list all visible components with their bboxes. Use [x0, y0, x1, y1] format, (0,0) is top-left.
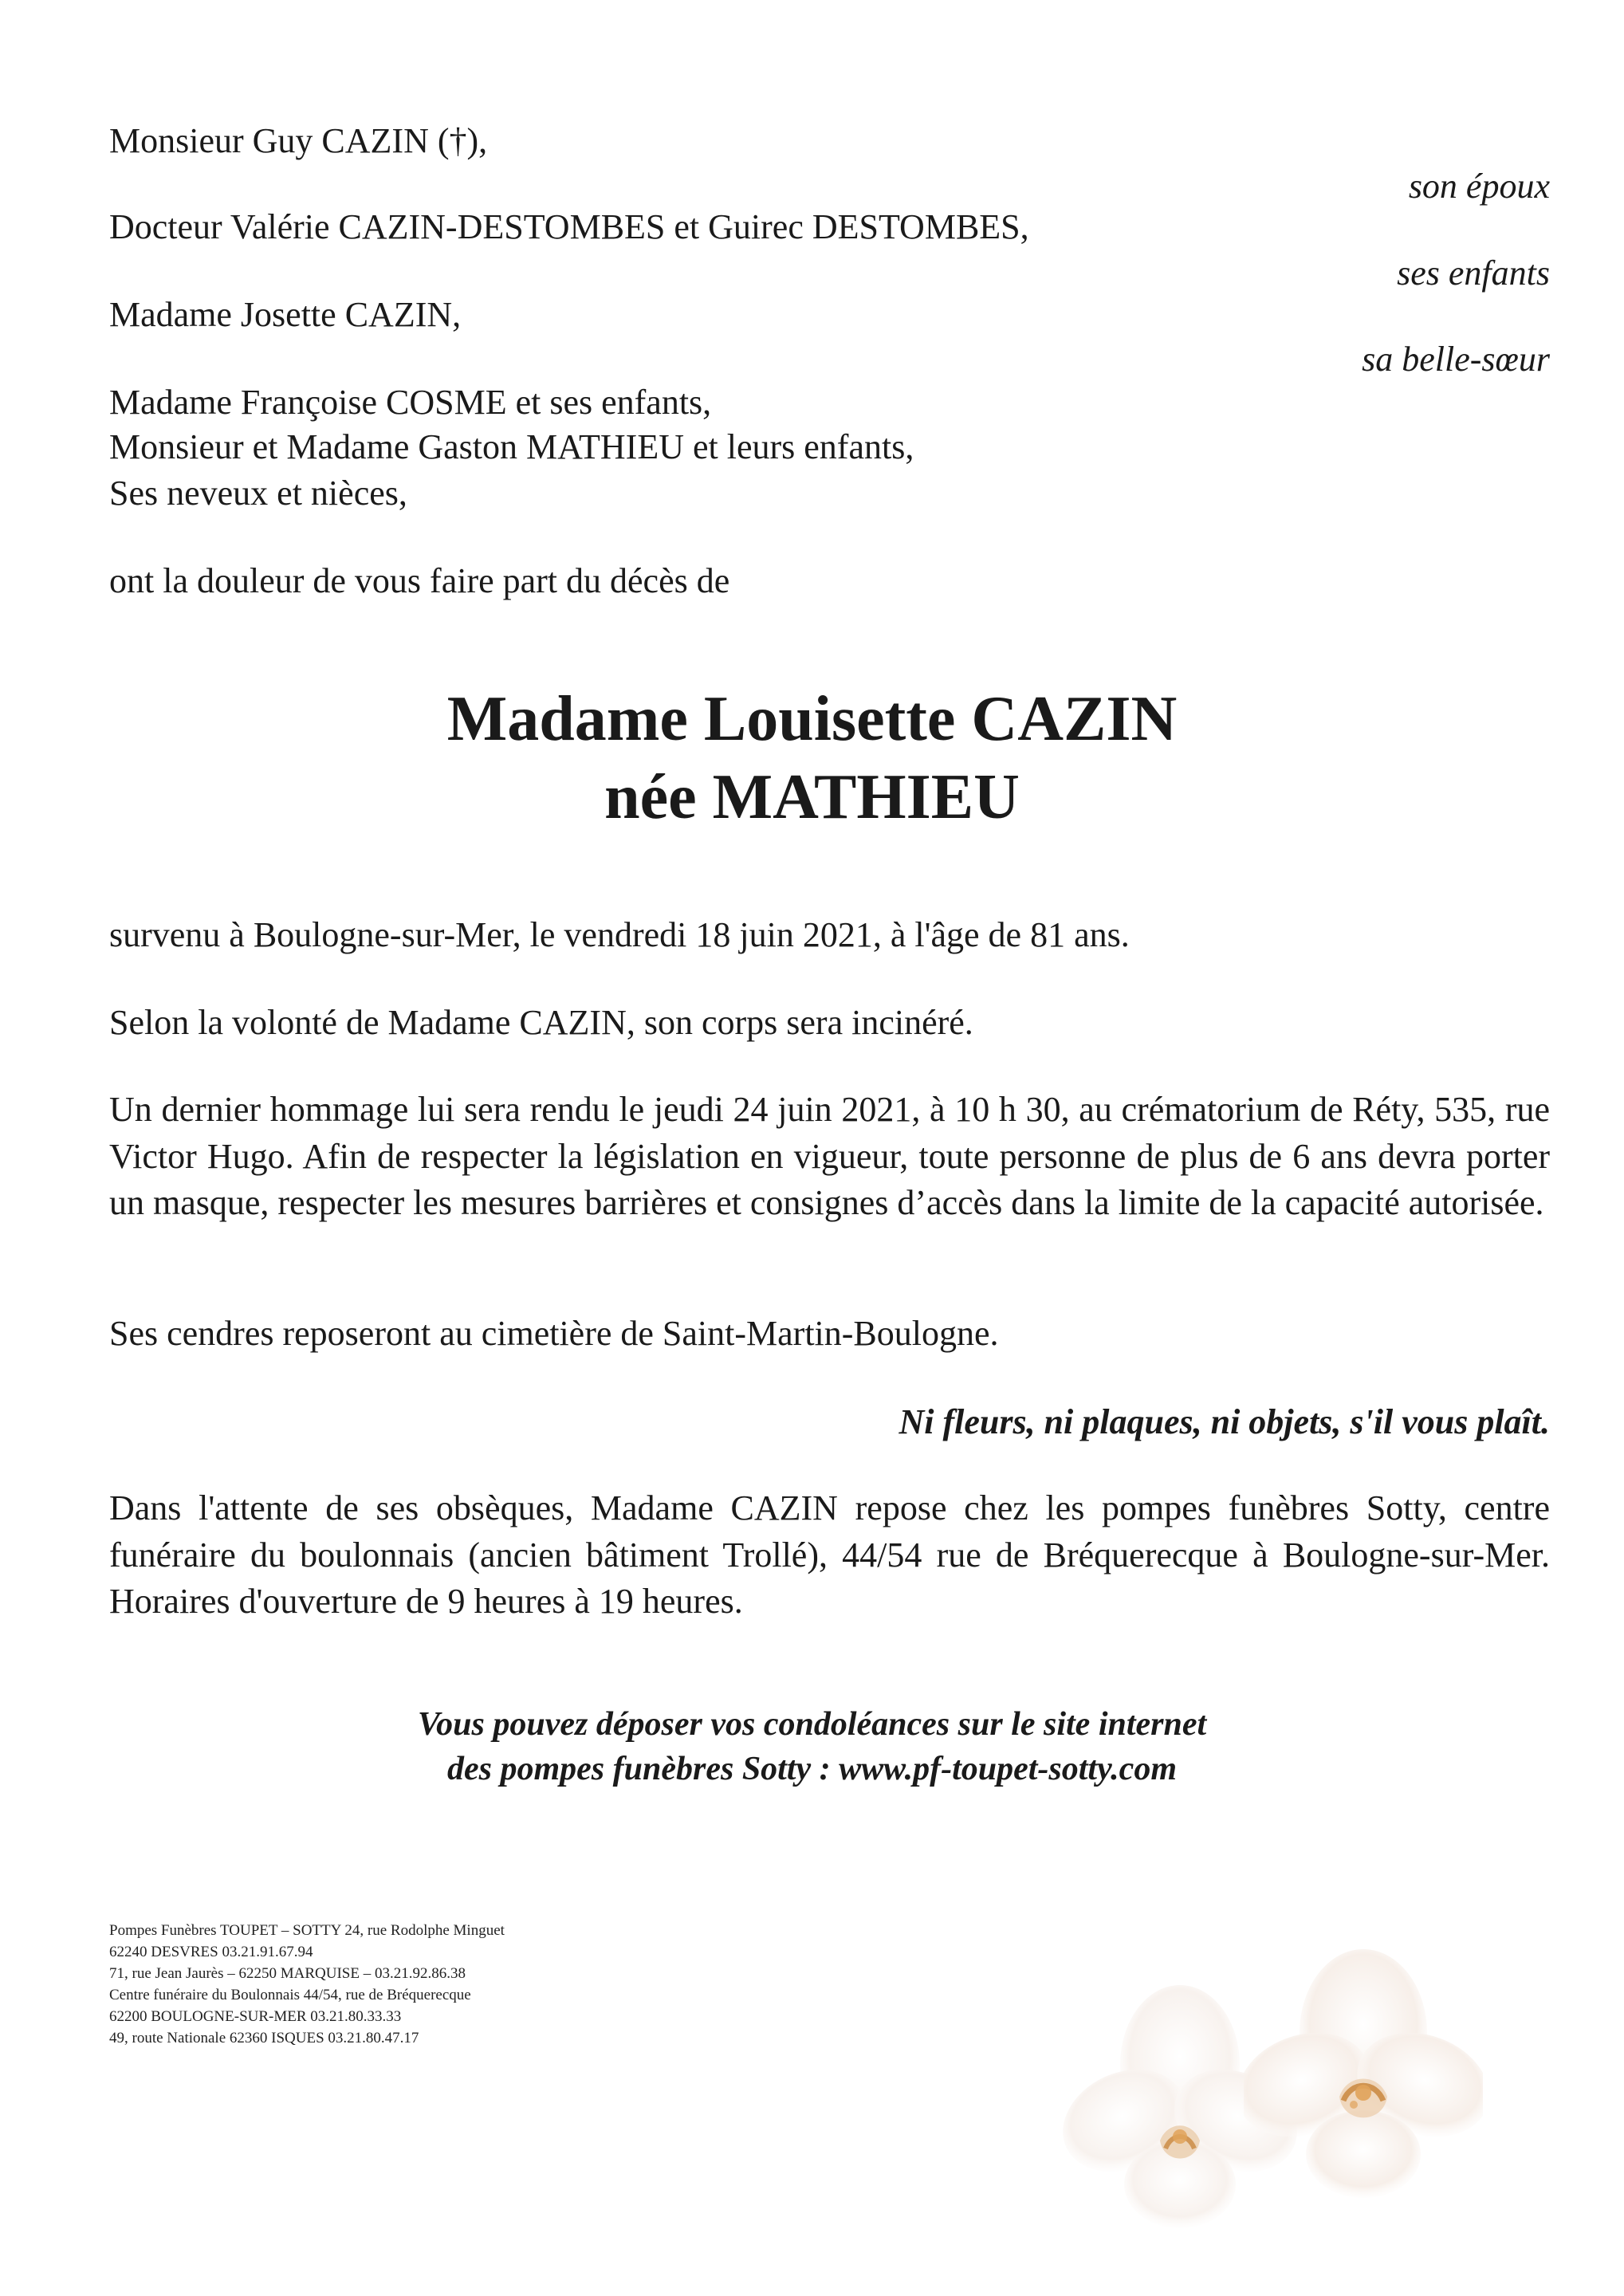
death-details: survenu à Boulogne-sur-Mer, le vendredi 18 juin 2021, à l'âge de 81 ans. [109, 915, 1130, 954]
footer-line: Pompes Funèbres TOUPET – SOTTY 24, rue Rodolphe Minguet [109, 1922, 505, 1939]
footer-line: 71, rue Jean Jaurès – 62250 MARQUISE – 03.21.92.86.38 [109, 1965, 466, 1982]
family-other-1: Madame Françoise COSME et ses enfants, [109, 383, 712, 422]
relation-husband: son époux [1408, 167, 1550, 206]
condolences-line-2: des pompes funèbres Sotty : www.pf-toupet-sotty.com [447, 1751, 1177, 1787]
ashes-location: Ses cendres reposeront au cimetière de Saint-Martin-Boulogne. [109, 1314, 999, 1353]
funeral-home-footer [109, 1920, 505, 2049]
viewing-paragraph: Dans l'attente de ses obsèques, Madame CAZIN repose chez les pompes funèbres Sotty, centre funéraire du boulonnais (ancien bâtiment Trollé), 44/54 rue de Bréquerecque à Boulogne-sur-Mer. Horaires d'ouverture de 9 heures à 19 heures. [109, 1488, 1550, 1621]
family-other-2: Monsieur et Madame Gaston MATHIEU et leurs enfants, [109, 427, 914, 466]
tribute-paragraph: Un dernier hommage lui sera rendu le jeudi 24 juin 2021, à 10 h 30, au crématorium de Réty, 535, rue Victor Hugo. Afin de respecter la législation en vigueur, toute personne de plus de 6 ans devra porter un masque, respecter les mesures barrières et consignes d’accès dans la limite de la capacité autorisée. [109, 1090, 1550, 1222]
footer-line: 49, route Nationale 62360 ISQUES 03.21.80.47.17 [109, 2030, 419, 2046]
condolences-line-1: Vous pouvez déposer vos condoléances sur le site internet [417, 1706, 1207, 1743]
orchid-flower-icon [1244, 1945, 1483, 2208]
footer-line: Centre funéraire du Boulonnais 44/54, rue de Bréquerecque [109, 1987, 471, 2003]
deceased-maiden-name: née MATHIEU [604, 762, 1020, 832]
cremation-wishes: Selon la volonté de Madame CAZIN, son corps sera incinéré. [109, 1003, 973, 1042]
family-husband: Monsieur Guy CAZIN (†), [109, 121, 488, 160]
family-other-3: Ses neveux et nièces, [109, 474, 407, 513]
footer-line: 62240 DESVRES 03.21.91.67.94 [109, 1944, 313, 1960]
relation-sister-in-law: sa belle-sœur [1362, 340, 1550, 379]
family-children: Docteur Valérie CAZIN-DESTOMBES et Guirec DESTOMBES, [109, 207, 1029, 246]
family-sister-in-law: Madame Josette CAZIN, [109, 295, 462, 334]
footer-line: 62200 BOULOGNE-SUR-MER 03.21.80.33.33 [109, 2008, 402, 2025]
relation-children: ses enfants [1397, 254, 1550, 293]
announcement-intro: ont la douleur de vous faire part du décès de [109, 561, 730, 600]
no-flowers-request: Ni fleurs, ni plaques, ni objets, s'il vous plaît. [899, 1402, 1550, 1441]
deceased-name: Madame Louisette CAZIN [446, 684, 1178, 754]
